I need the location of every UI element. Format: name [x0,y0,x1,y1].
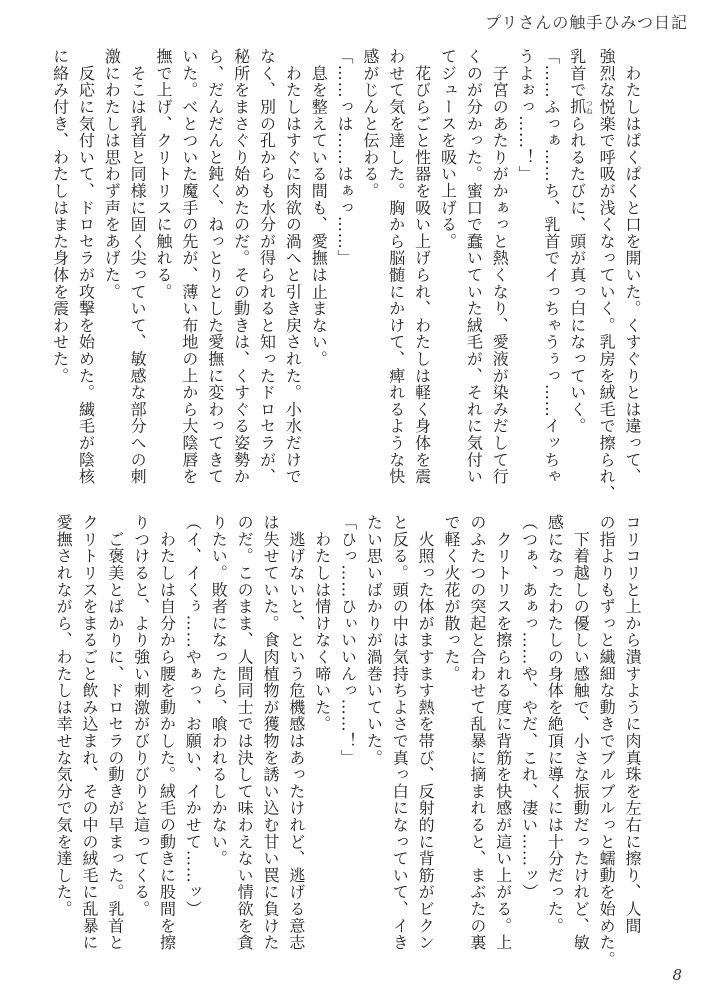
text-line: いた。べとついた魔手の先が、薄い布地の上から大陰唇を [179,48,199,485]
text-fragment: られるたびに、頭が真っ白になっていく。 [567,115,587,435]
text-line: そこは乳首と同様に固く尖っていて、敏感な部分への刺 [128,48,148,485]
text-line: のだ。このまま、人間同士では決して味わえない情欲を貪 [235,514,255,951]
text-line: 「……っは……はぁっ……」 [335,48,355,267]
text-line: クリトリスを擦られる度に背筋を快感が這い上がる。上 [493,514,513,951]
text-line: 強烈な悦楽で呼吸が浅くなっていく。乳房を絨毛で擦られ、 [597,48,617,502]
text-line: 下着越しの優しい感触で、小さな振動だったけれど、敏 [571,514,591,951]
text-line: 感がじんと伝わる。 [360,48,380,200]
text-line: わたしはすぐに肉欲の渦へと引き戻された。小水だけで [283,48,303,485]
text-line: 撫で上げ、クリトリスに触れる。 [154,48,174,300]
text-block-top [50,48,645,506]
text-line: わたしは自分から腰を動かした。絨毛の動きに股間を擦 [157,514,177,951]
text-line: りたい。敗者になったら、喰われるしかない。 [209,514,229,867]
text-line: たい思いばかりが渦巻いていた。 [364,514,384,766]
text-line: りつけると、より強い刺激がびりびりと這ってくる。 [131,514,151,918]
text-fragment: 乳首で [567,48,587,99]
text-line: 息を整えている間も、愛撫は止まない。 [309,48,329,368]
text-line: 逃げないと、という危機感はあったけれど、逃げる意志 [286,514,306,951]
text-block-bottom [50,514,645,972]
text-line: 「ひっ……ひぃいいんっ……！」 [338,514,358,766]
text-line: 激にわたしは思わず声をあげた。 [102,48,122,300]
text-line: （イ、イくぅ……やぁっ、お願い、イかせて……ッ） [183,514,203,918]
text-line: 子宮のあたりがかぁっと熱くなり、愛液が染みだして行 [490,48,510,485]
text-line: コリコリと上から潰すように肉真珠を左右に擦り、人間 [623,514,642,934]
text-line: の指よりもずっと繊細な動きでブルブルっと蠕動を始めた。 [597,514,617,968]
text-line: わたしは情けなく啼いた。 [312,514,332,733]
text-line: 花びらごと性器を吸い上げられ、わたしは軽く身体を震 [412,48,432,485]
text-line: のふたつの突起と合わせて乱暴に摘まれると、まぶたの裏 [467,514,487,951]
running-header-title: プリさんの触手ひみつ日記 [484,13,688,32]
text-line: 愛撫されながら、わたしは幸せな気分で気を達した。 [54,514,74,918]
text-line: で軽く火花が散った。 [441,514,461,682]
text-line: ら、だんだんと鈍く、ねっとりとした愛撫に変わってきて [205,48,225,485]
ruby-base: 抓 [567,98,587,116]
text-line: （つぁ、あぁっ……や、やだ、これ、凄い……ッ） [519,514,539,901]
text-line: 反応に気付いて、ドロセラが攻撃を始めた。繊毛が陰核 [76,48,96,485]
ruby-annotation [567,98,594,116]
text-line: わたしはぱくぱくと口を開いた。くすぐりとは違って、 [623,48,642,485]
text-line: と反る。頭の中は気持ちよさで真っ白になっていて、イき [390,514,410,951]
text-line: クリトリスをまるごと飲み込まれ、その中の絨毛に乱暴に [79,514,99,951]
text-line: くのが分かった。蜜口で蠢いていた絨毛が、それに気付い [464,48,484,485]
text-line: 「……ふっぁ……ち、乳首でイっちゃうぅっ……イッちゃ [541,48,561,485]
text-line: なく、別の孔からも水分が得られると知ったドロセラが、 [257,48,277,485]
text-line: は失せていた。食肉植物が獲物を誘い込む甘い罠に負けた [260,514,280,951]
text-line: 秘所をまさぐり始めたのだ。その動きは、くすぐる姿勢か [231,48,251,485]
text-line: 火照った体がますます熱を帯び、反射的に背筋がビクン [416,514,436,951]
text-line: わせて気を達した。胸から脳髄にかけて、痺れるような快 [386,48,406,485]
text-line: うよぉっ……！」 [516,48,536,183]
page-number: 8 [672,966,682,984]
text-line: ご褒美とばかりに、ドロセラの動きが早まった。乳首と [105,514,125,951]
ruby-text: つね [585,98,594,116]
text-line-with-ruby [564,48,593,506]
text-line: 感になったわたしの身体を絶頂に導くには十分だった。 [545,514,565,934]
text-line: に絡み付き、わたしはまた身体を震わせた。 [50,48,70,384]
text-line: てジュースを吸い上げる。 [438,48,458,250]
